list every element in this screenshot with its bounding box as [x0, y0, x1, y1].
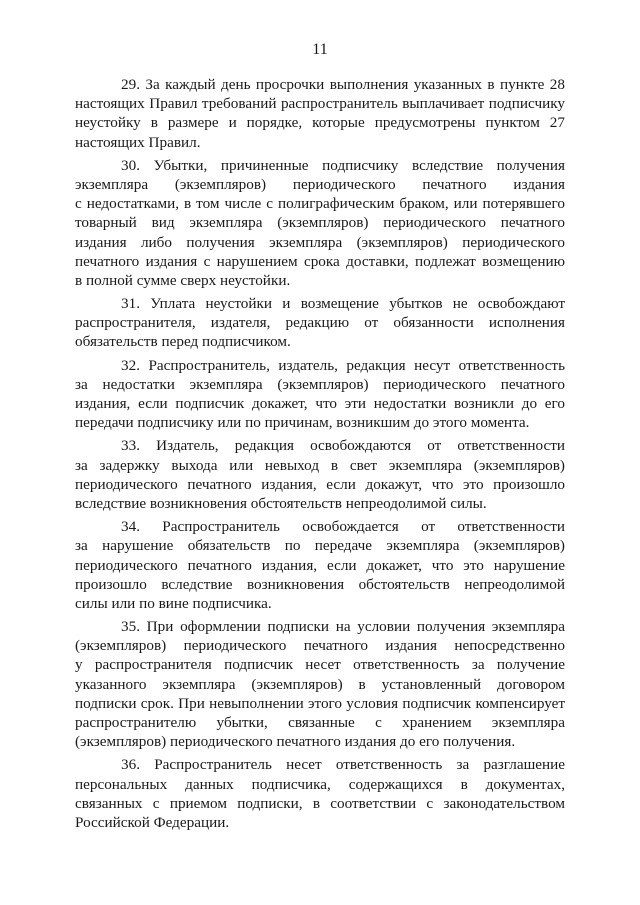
text-line: настоящих Правил. [75, 133, 201, 151]
paragraph-36 [75, 755, 565, 832]
text-line: Российской Федерации. [75, 813, 230, 831]
text-line: распространителя, издателя, редакцию от обязанности исполнения [75, 314, 565, 332]
paragraph-35 [75, 617, 565, 751]
text-line: подписки срок. При невыполнении этого условия подписчик компенсирует [75, 694, 565, 712]
text-line: с недостатками, в том числе с полиграфическим браком, или потерявшего [75, 195, 565, 213]
text-line: издания, если подписчик докажет, что эти недостатки возникли до его [75, 395, 565, 412]
text-line: неустойку в размере и порядке, которые предусмотрены пунктом 27 [75, 114, 565, 132]
page-number: 11 [312, 41, 328, 58]
text-line: вследствие возникновения обстоятельств непреодолимой силы. [75, 494, 487, 512]
text-line: настоящих Правил требований распространитель выплачивает подписчику [75, 95, 565, 113]
text-line: 33. Издатель, редакция освобождаются от ответственности [121, 437, 565, 455]
text-line: указанного экземпляра (экземпляров) в установленный договором [75, 675, 565, 693]
paragraph-30 [75, 156, 565, 290]
text-line: печатного издания с нарушением срока доставки, подлежат возмещению [75, 252, 565, 270]
text-line: 30. Убытки, причиненные подписчику вследствие получения [121, 156, 565, 174]
text-line: издания либо получения экземпляра (экземпляров) периодического [75, 233, 565, 251]
text-line: силы или по вине подписчика. [75, 594, 272, 612]
paragraph-32 [75, 356, 565, 433]
text-line: 34. Распространитель освобождается от ответственности [121, 518, 565, 536]
text-line: у распространителя подписчик несет ответственность за получение [75, 656, 565, 674]
text-line: за задержку выхода или невыход в свет экземпляра (экземпляров) [75, 456, 565, 474]
text-line: 32. Распространитель, издатель, редакция несут ответственность [121, 356, 565, 374]
text-line: распространителю убытки, связанные с хранением экземпляра [75, 714, 565, 731]
text-line: периодического печатного издания, если докажет, что это нарушение [75, 556, 565, 574]
text-line: (экземпляров) периодического печатного издания до его получения. [75, 733, 516, 751]
paragraph-31 [75, 294, 565, 352]
text-line: 29. За каждый день просрочки выполнения указанных в пункте 28 [121, 76, 565, 93]
paragraph-33 [75, 436, 565, 513]
text-line: в полной сумме сверх неустойки. [75, 271, 291, 289]
text-line: 35. При оформлении подписки на условии получения экземпляра [121, 618, 565, 636]
text-line: экземпляра (экземпляров) периодического печатного издания [75, 175, 565, 193]
text-line: 31. Уплата неустойки и возмещение убытков не освобождают [121, 295, 565, 313]
text-line: 36. Распространитель несет ответственность за разглашение [121, 756, 565, 774]
text-line: произошло вследствие возникновения обстоятельств непреодолимой [75, 575, 565, 593]
text-line: за нарушение обязательств по передаче экземпляра (экземпляров) [75, 537, 565, 555]
paragraph-34 [75, 517, 565, 613]
document-body [75, 75, 565, 836]
text-line: (экземпляров) периодического печатного издания непосредственно [75, 637, 565, 655]
text-line: за недостатки экземпляра (экземпляров) периодического печатного [75, 375, 565, 393]
text-line: передачи подписчику или по причинам, возникшим до этого момента. [75, 414, 530, 432]
text-line: периодического печатного издания, если докажут, что это произошло [75, 475, 565, 493]
text-line: товарный вид экземпляра (экземпляров) периодического печатного [75, 214, 565, 232]
text-line: обязательств перед подписчиком. [75, 333, 291, 351]
text-line: связанных с приемом подписки, в соответствии с законодательством [75, 794, 565, 812]
paragraph-29 [75, 75, 565, 152]
text-line: персональных данных подписчика, содержащихся в документах, [75, 775, 565, 793]
